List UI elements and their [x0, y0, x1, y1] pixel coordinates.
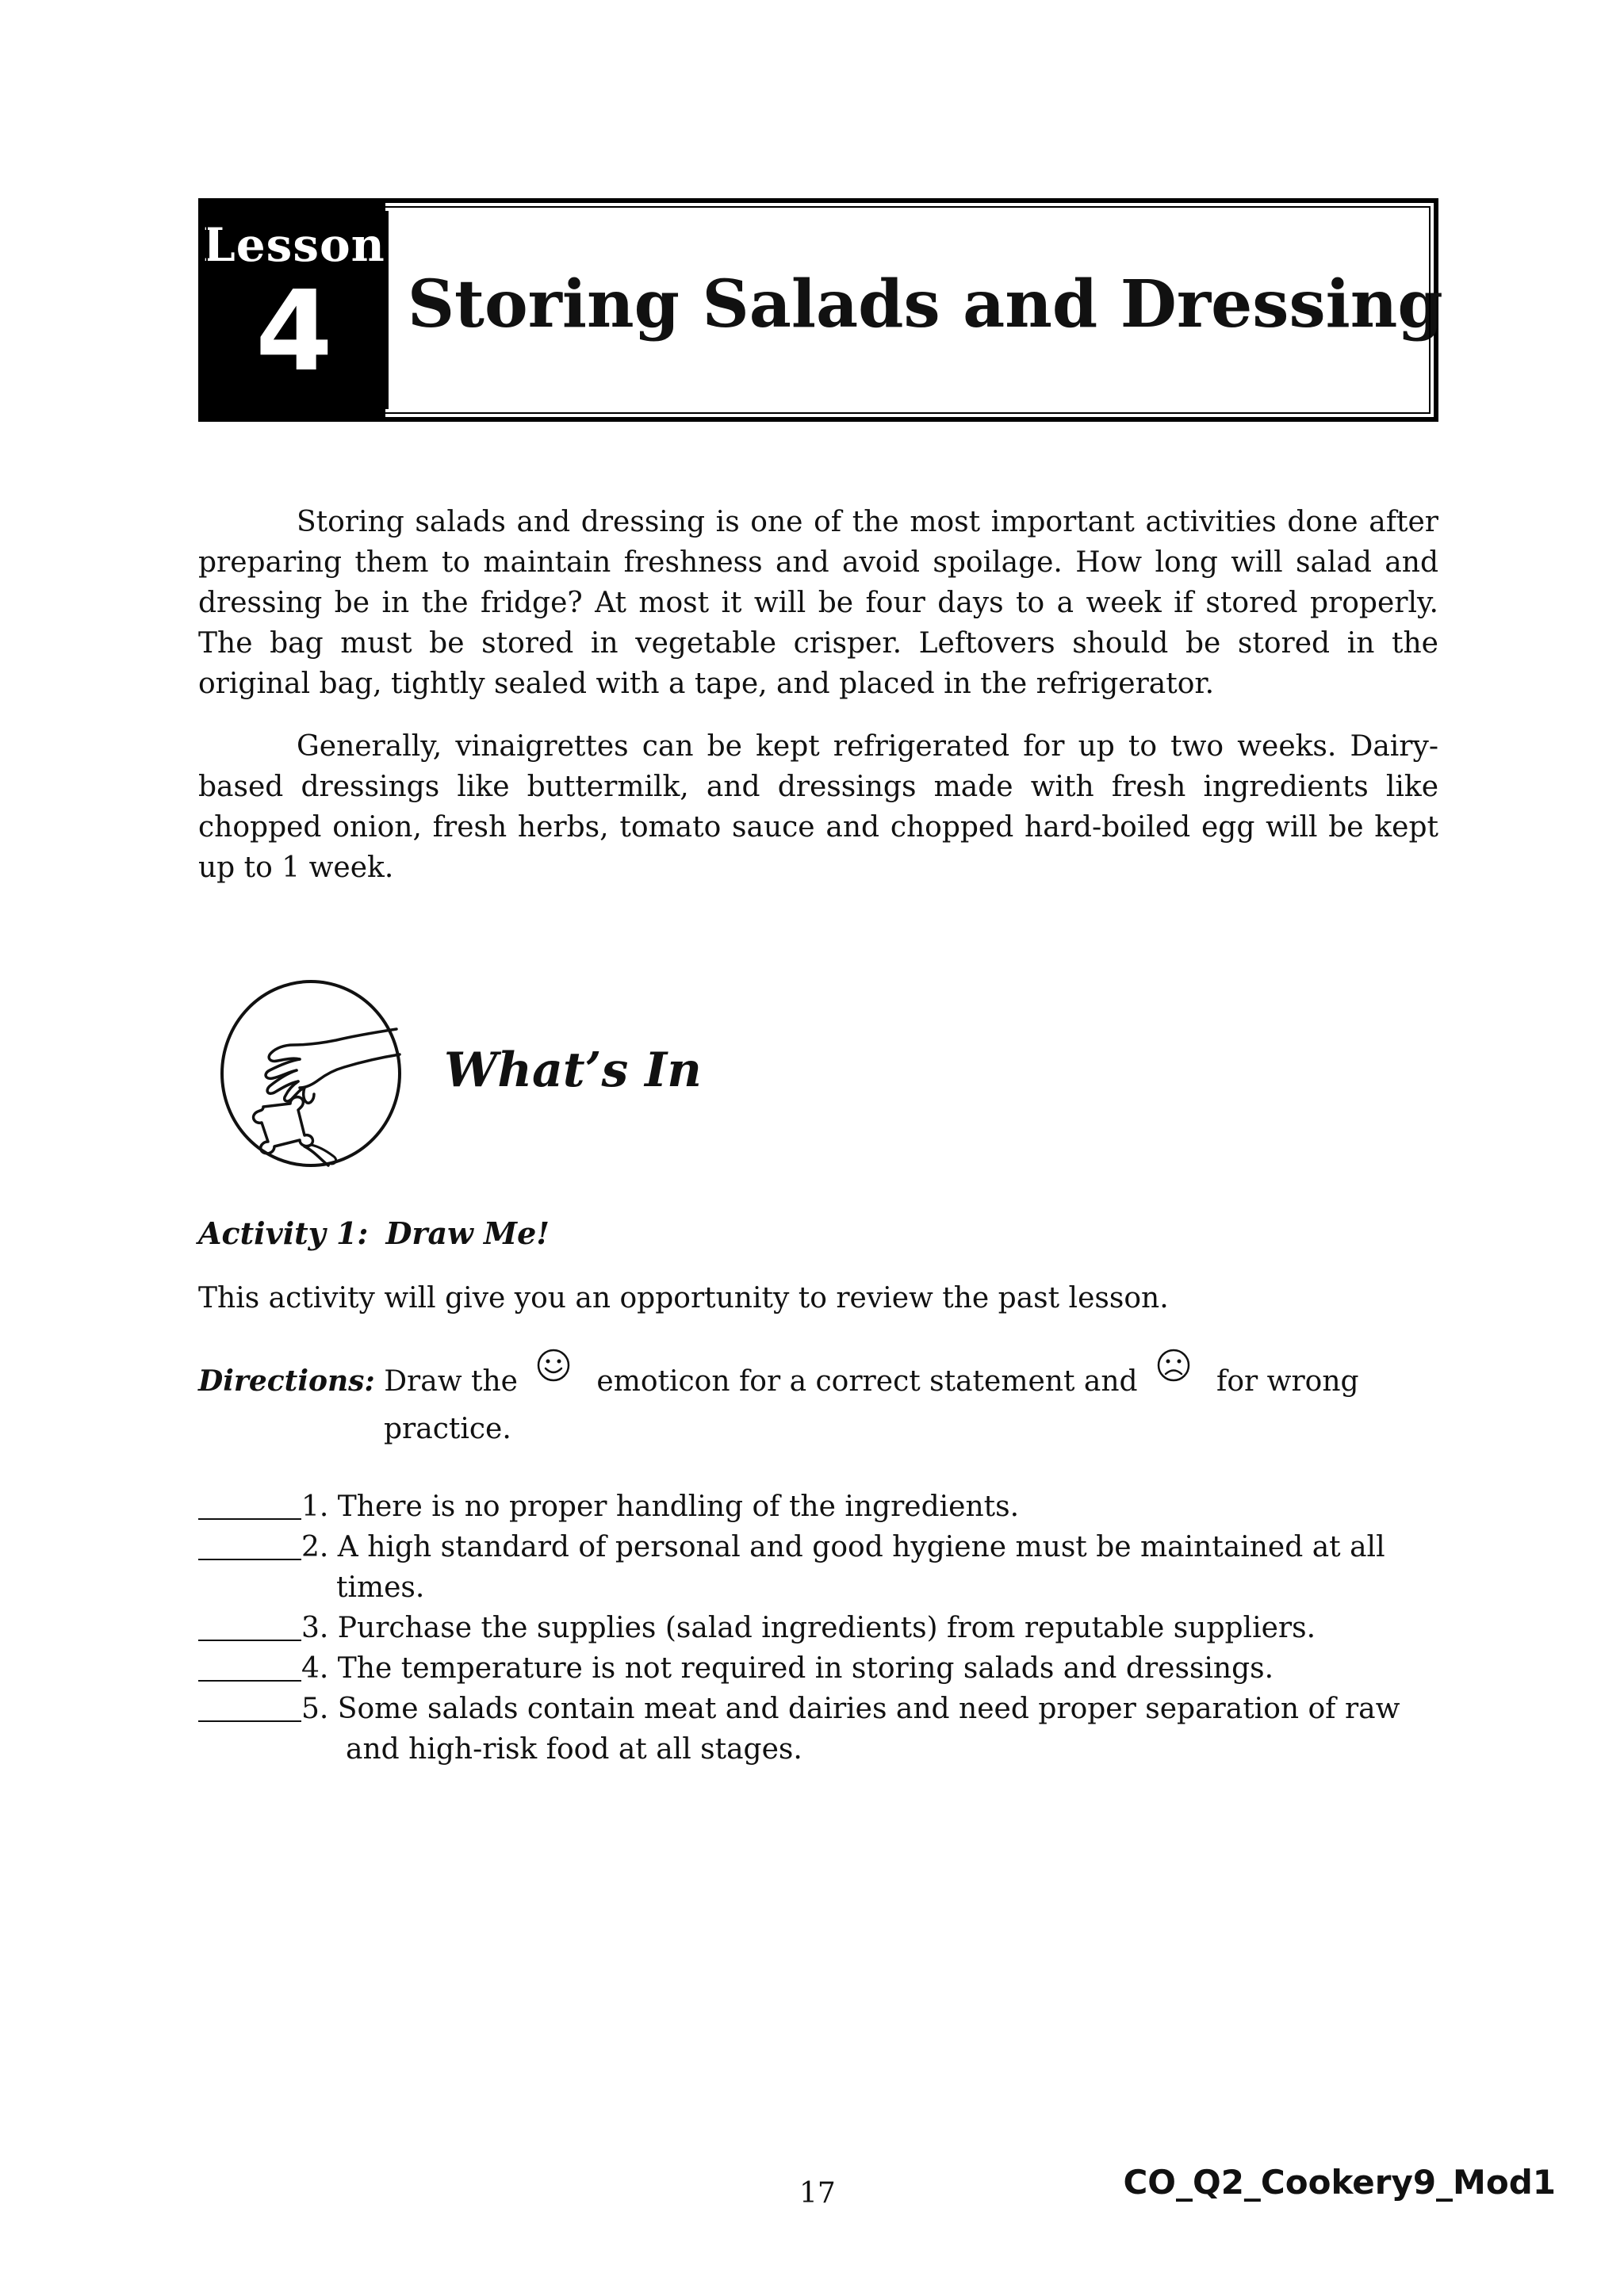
answer-blank[interactable] — [198, 1487, 301, 1520]
whats-in-heading: What’s In — [444, 1043, 702, 1098]
directions-line-2: practice. — [384, 1413, 511, 1445]
intro-paragraph-1: Storing salads and dressing is one of the most important activities done after preparing them to maintain freshness and avoid spoilage. How long will salad and dressing be in the fridge? At most it will be four days to a week if stored properly. The bag must be stored in vegetable crisper. Leftovers should be stored in the original bag, tightly sealed with a tape, and placed in the refrigerator. — [198, 506, 1438, 700]
item-number: 2. — [301, 1531, 338, 1563]
activity-name: Draw Me! — [385, 1215, 550, 1251]
answer-blank[interactable] — [198, 1527, 301, 1560]
item-text: Purchase the supplies (salad ingredients) from reputable suppliers. — [337, 1612, 1316, 1644]
item-text: A high standard of personal and good hygiene must be maintained at all — [337, 1531, 1385, 1563]
list-item — [198, 1527, 1467, 1567]
answer-blank[interactable] — [198, 1608, 301, 1641]
directions-text-2: emoticon for a correct statement and — [596, 1365, 1138, 1398]
statement-list — [198, 1487, 1467, 1770]
module-code: CO_Q2_Cookery9_Mod1 — [1123, 2163, 1556, 2202]
activity-title — [198, 1213, 550, 1254]
list-item — [198, 1689, 1467, 1729]
directions-text-3: for wrong — [1216, 1365, 1359, 1398]
item-number: 4. — [301, 1652, 338, 1685]
item-text: The temperature is not required in storing salads and dressings. — [337, 1652, 1274, 1685]
directions-label: Directions: — [198, 1364, 375, 1398]
item-continuation: and high-risk food at all stages. — [346, 1733, 802, 1766]
frowning-face-icon — [1156, 1357, 1191, 1392]
answer-blank[interactable] — [198, 1648, 301, 1682]
list-item — [198, 1608, 1467, 1648]
item-number: 5. — [301, 1693, 338, 1725]
lesson-label-block — [203, 203, 385, 417]
item-text: Some salads contain meat and dairies and need proper separation of raw — [337, 1693, 1400, 1725]
page-number: 17 — [799, 2177, 836, 2210]
intro-paragraph-2: Generally, vinaigrettes can be kept refrigerated for up to two weeks. Dairy-based dressings like buttermilk, and dressings made with fresh ingredients like chopped onion, fresh herbs, tomato sauce and chopped hard-boiled egg will be kept up to 1 week. — [198, 730, 1438, 884]
list-item — [198, 1487, 1467, 1527]
lesson-title: Storing Salads and Dressing — [407, 266, 1443, 342]
lesson-header — [198, 198, 1443, 422]
list-item — [198, 1648, 1467, 1689]
lesson-number: 4 — [255, 267, 333, 396]
lesson-word: Lesson — [203, 218, 385, 272]
directions — [198, 1357, 1438, 1450]
activity-intro: This activity will give you an opportunity to review the past lesson. — [198, 1282, 1169, 1314]
item-number: 3. — [301, 1612, 338, 1644]
lesson-title-container — [385, 211, 1443, 409]
hand-puzzle-piece-icon — [217, 977, 404, 1170]
activity-label: Activity 1: — [198, 1215, 369, 1251]
smiley-face-icon — [536, 1357, 571, 1392]
item-continuation: times. — [336, 1571, 425, 1604]
answer-blank[interactable] — [198, 1689, 301, 1722]
directions-text-1: Draw the — [384, 1365, 518, 1398]
directions-line-1 — [198, 1357, 1438, 1402]
item-text: There is no proper handling of the ingredients. — [337, 1490, 1020, 1523]
item-number: 1. — [301, 1490, 338, 1523]
